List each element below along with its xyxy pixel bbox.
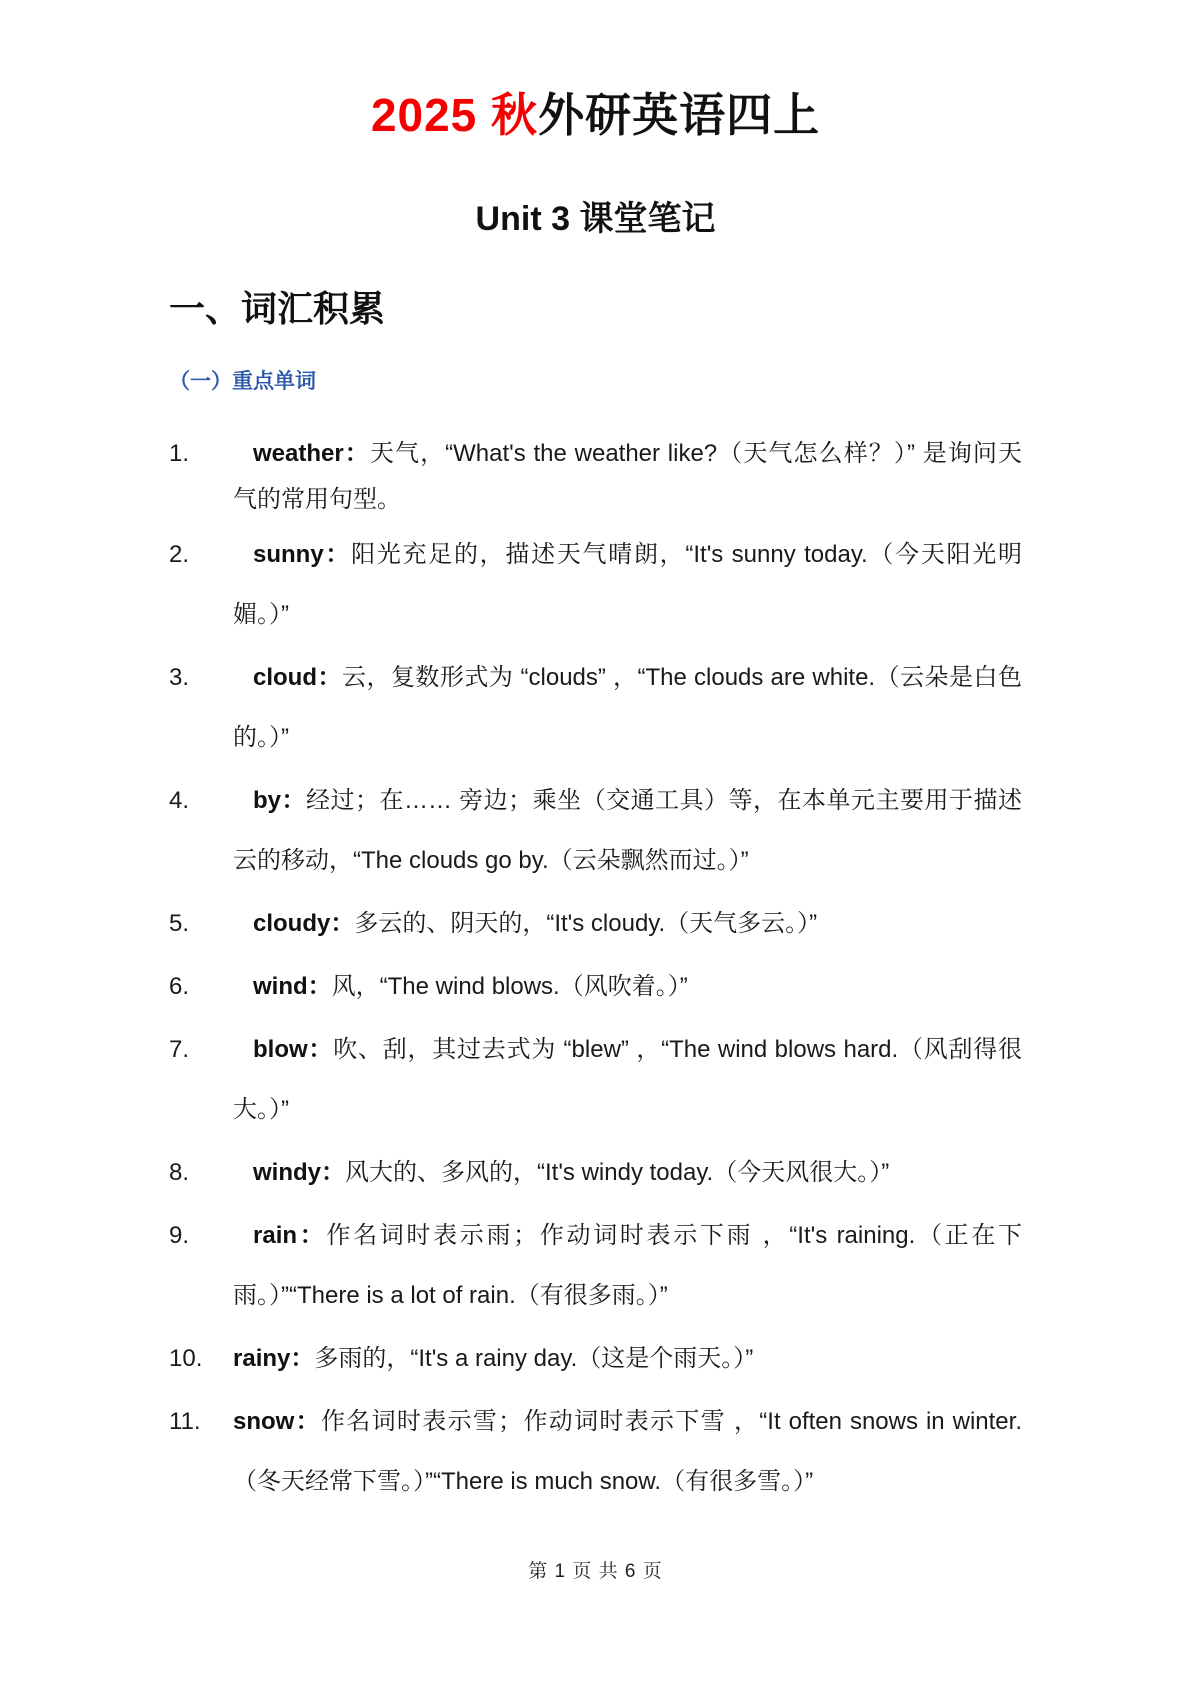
vocab-item-text (233, 1143, 1022, 1203)
vocab-item-number: 1. (169, 440, 190, 467)
vocab-term: rainy： (233, 1345, 315, 1372)
vocab-item-text (233, 894, 1022, 954)
vocab-item-weather (169, 431, 1023, 523)
vocab-item-text (233, 1329, 1022, 1389)
vocab-definition: 风，“The wind blows.（风吹着。）” (331, 973, 688, 1000)
vocab-item-wind (169, 957, 1022, 1017)
vocab-definition: 作名词时表示雪；作动词时表示下雪 ，“It often snows in winter.（冬天经常下雪。）”“There is much snow.（有很多雪。）” (233, 1408, 1022, 1495)
vocab-item-text (233, 1206, 1022, 1326)
page-title (169, 88, 1022, 142)
vocab-item-snow (169, 1392, 1022, 1512)
vocab-definition: 经过；在…… 旁边；乘坐（交通工具）等，在本单元主要用于描述云的移动，“The clouds go by.（云朵飘然而过。）” (233, 787, 1022, 874)
vocab-item-number: 10. (169, 1345, 203, 1372)
vocab-item-number: 8. (169, 1159, 190, 1186)
page-subtitle: Unit 3 课堂笔记 (475, 200, 716, 238)
vocab-item-number: 5. (169, 910, 190, 937)
vocab-term: cloud： (253, 664, 342, 691)
vocab-item-rain (169, 1206, 1023, 1326)
vocab-term: windy： (253, 1159, 346, 1186)
vocab-definition: 云，复数形式为 “clouds” ，“The clouds are white.（云朵是白色的。）” (233, 664, 1022, 751)
vocab-item-number: 4. (169, 787, 190, 814)
vocab-item-text (233, 957, 1022, 1017)
vocab-item-rainy (169, 1329, 1022, 1389)
subsection-heading-key-words: （一）重点单词 (169, 370, 316, 393)
vocab-definition: 作名词时表示雨；作动词时表示下雨 ，“It's raining.（正在下雨。）”“There is a lot of rain.（有很多雨。）” (233, 1222, 1023, 1309)
vocab-item-text (233, 431, 1022, 523)
vocab-definition: 多云的、阴天的，“It's cloudy.（天气多云。）” (354, 910, 818, 937)
vocab-definition: 风大的、多风的，“It's windy today.（今天风很大。）” (345, 1159, 890, 1186)
vocab-item-number: 11. (169, 1408, 201, 1435)
vocab-item-text (233, 525, 1022, 645)
vocab-item-number: 9. (169, 1222, 190, 1249)
vocab-item-text (233, 771, 1022, 891)
vocab-definition: 天气，“What's the weather like?（天气怎么样？）” 是询问天气的常用句型。 (233, 440, 1023, 513)
vocab-term: snow： (233, 1408, 321, 1435)
vocab-item-number: 2. (169, 541, 190, 568)
vocab-definition: 阳光充足的，描述天气晴朗，“It's sunny today.（今天阳光明媚。）” (233, 541, 1022, 628)
vocab-term: wind： (253, 973, 332, 1000)
vocab-term: cloudy： (253, 910, 355, 937)
page-title-highlight: 2025 秋 (370, 89, 539, 141)
vocab-item-sunny (169, 525, 1022, 645)
vocab-term: sunny： (253, 541, 352, 568)
vocab-item-windy (169, 1143, 1022, 1203)
vocab-item-text (233, 648, 1022, 768)
vocab-list (169, 431, 1022, 1512)
vocab-item-cloudy (169, 894, 1022, 954)
document-body (0, 88, 1191, 1512)
vocab-item-number: 6. (169, 973, 190, 1000)
vocab-definition: 吹、刮，其过去式为 “blew” ，“The wind blows hard.（风刮得很大。）” (233, 1036, 1023, 1123)
vocab-term: weather： (253, 440, 370, 467)
vocab-item-cloud (169, 648, 1022, 768)
vocab-item-by (169, 771, 1022, 891)
vocab-term: blow： (253, 1036, 334, 1063)
vocab-term: by： (253, 787, 306, 814)
section-heading-vocabulary: 一、词汇积累 (169, 288, 386, 329)
vocab-item-text (233, 1392, 1022, 1512)
vocab-definition: 多雨的，“It's a rainy day.（这是个雨天。）” (314, 1345, 754, 1372)
vocab-item-text (233, 1020, 1022, 1140)
vocab-item-number: 7. (169, 1036, 190, 1063)
vocab-term: rain： (253, 1222, 327, 1249)
vocab-item-number: 3. (169, 664, 190, 691)
vocab-item-blow (169, 1020, 1023, 1140)
page-title-rest: 外研英语四上 (538, 89, 821, 141)
page-number-footer: 第 1 页 共 6 页 (528, 1561, 663, 1582)
